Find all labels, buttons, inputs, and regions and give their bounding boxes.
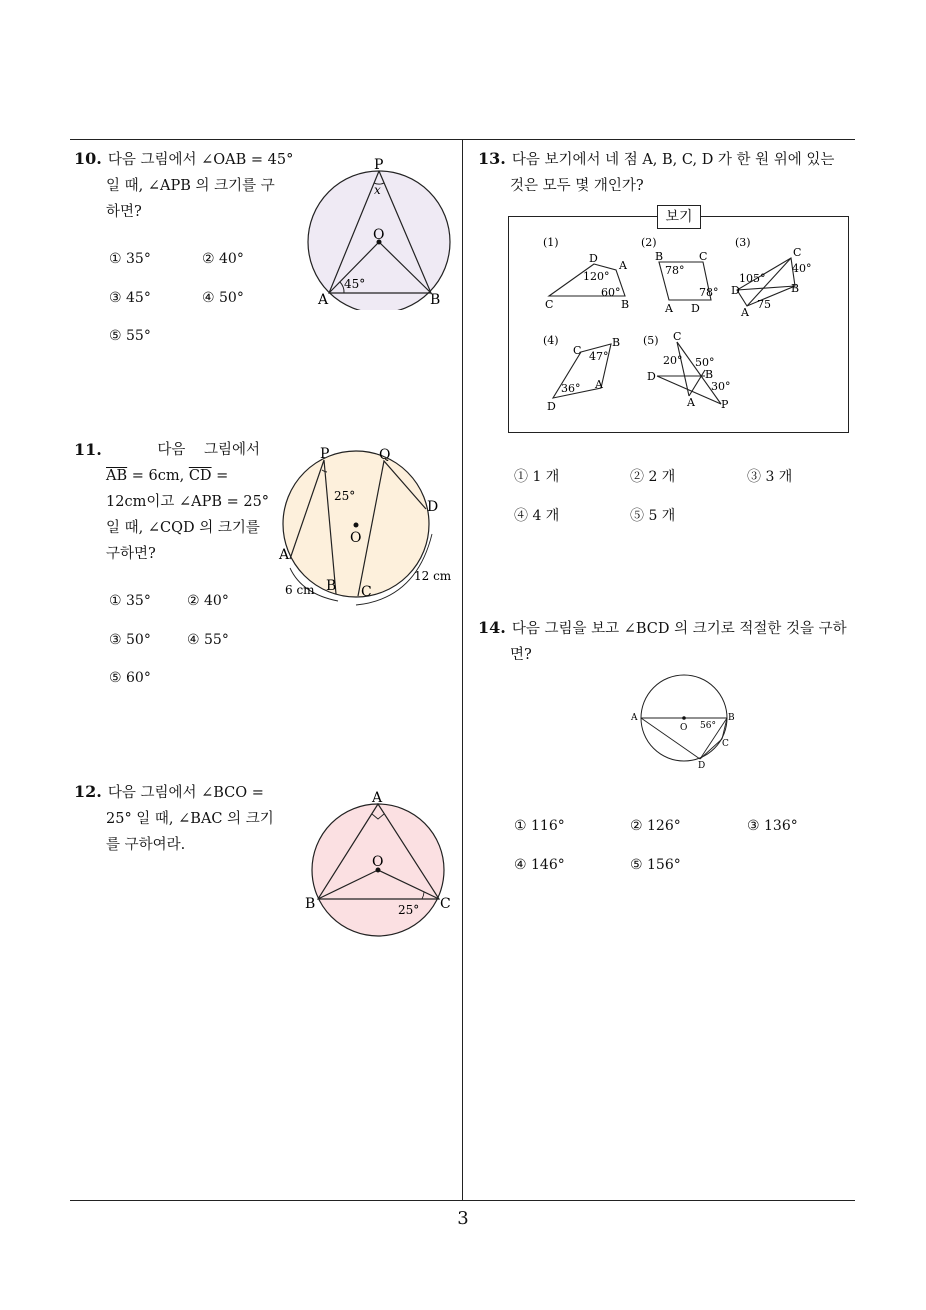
- label-x: x: [374, 183, 381, 197]
- angle-label: 75: [757, 298, 771, 311]
- vertex-label: B: [705, 368, 714, 381]
- question-text-line: 다음 그림에서: [157, 442, 260, 458]
- question-number: 10.: [74, 149, 102, 168]
- angle-label: 60°: [601, 286, 621, 299]
- angle-label: 78°: [665, 264, 685, 277]
- vertex-label: B: [655, 250, 664, 263]
- label-d: D: [427, 499, 439, 515]
- question-text-line: 다음 보기에서 네 점 A, B, C, D 가 한 원 위에 있는: [511, 152, 835, 168]
- vertex-label: A: [665, 302, 673, 315]
- vertex-label: C: [793, 246, 802, 259]
- choice-5[interactable]: ⑤ 156°: [630, 857, 681, 873]
- angle-label: 47°: [589, 350, 609, 363]
- choice-5[interactable]: ⑤ 55°: [109, 328, 151, 344]
- choice-2[interactable]: ② 40°: [187, 593, 229, 609]
- question-text-line: 다음 그림을 보고 ∠BCD 의 크기로 적절한 것을 구하: [511, 621, 847, 637]
- vertex-label: D: [731, 284, 740, 297]
- choice-3[interactable]: ③ 50°: [109, 632, 151, 648]
- label-b: B: [326, 578, 337, 594]
- figure-q11-circle: [276, 444, 458, 614]
- question-text-line: 것은 모두 몇 개인가?: [510, 178, 644, 194]
- label-a: A: [318, 292, 329, 308]
- vertex-label: A: [687, 396, 695, 409]
- question-text-line: 구하면?: [106, 546, 156, 562]
- label-p: P: [374, 157, 384, 173]
- item-label: (3): [735, 236, 751, 249]
- choice-1[interactable]: ① 35°: [109, 593, 151, 609]
- vertex-label: C: [673, 330, 682, 343]
- choice-4[interactable]: ④ 146°: [514, 857, 565, 873]
- question-number: 12.: [74, 782, 102, 801]
- choice-2[interactable]: ② 2 개: [630, 469, 676, 485]
- bottom-rule: [70, 1200, 855, 1201]
- vertex-label: A: [619, 259, 627, 272]
- question-text-line: 다음 그림에서 ∠OAB = 45°: [107, 152, 294, 168]
- vertex-label: D: [691, 302, 700, 315]
- label-angle: 25°: [334, 489, 356, 503]
- angle-label: 78°: [699, 286, 719, 299]
- label-c: C: [440, 896, 451, 912]
- example-box-title: 보기: [657, 205, 701, 229]
- item-label: (5): [643, 334, 659, 347]
- question-text-line: 일 때, ∠APB 의 크기를 구: [106, 178, 275, 194]
- label-angle: 56°: [700, 721, 716, 731]
- question-text-line: 12cm이고 ∠APB = 25°: [106, 494, 270, 510]
- question-number: 14.: [478, 618, 506, 637]
- label-o: O: [372, 854, 384, 870]
- question-text-line: 를 구하여라.: [106, 837, 186, 853]
- angle-label: 40°: [792, 262, 812, 275]
- label-angle: 25°: [398, 903, 420, 917]
- angle-label: 36°: [561, 382, 581, 395]
- label-ab-length: 6 cm: [285, 583, 315, 597]
- choice-4[interactable]: ④ 55°: [187, 632, 229, 648]
- choice-5[interactable]: ⑤ 60°: [109, 670, 151, 686]
- label-angle: 45°: [344, 277, 366, 291]
- label-cd-length: 12 cm: [414, 569, 452, 583]
- column-divider: [462, 139, 463, 1201]
- choice-1[interactable]: ① 1 개: [514, 469, 560, 485]
- angle-label: 30°: [711, 380, 731, 393]
- question-number: 11.: [74, 440, 102, 459]
- label-o: O: [680, 723, 688, 733]
- choice-1[interactable]: ① 116°: [514, 818, 565, 834]
- label-b: B: [728, 713, 735, 723]
- label-o: O: [350, 530, 362, 546]
- choice-3[interactable]: ③ 3 개: [747, 469, 793, 485]
- vertex-label: D: [647, 370, 656, 383]
- question-text-line: 면?: [510, 647, 532, 663]
- choice-4[interactable]: ④ 50°: [202, 290, 244, 306]
- question-12: [74, 779, 294, 858]
- figure-q13-examples: [509, 230, 847, 430]
- vertex-label: A: [595, 378, 603, 391]
- label-b: B: [305, 896, 316, 912]
- angle-label: 50°: [695, 356, 715, 369]
- question-number: 13.: [478, 149, 506, 168]
- item-label: (2): [641, 236, 657, 249]
- label-a: A: [279, 547, 290, 563]
- question-text-line: 다음 그림에서 ∠BCO =: [107, 785, 264, 801]
- figure-q10-circle: [300, 150, 460, 310]
- segment-ab: $\overline{AB}$: [106, 468, 128, 484]
- choice-4[interactable]: ④ 4 개: [514, 508, 560, 524]
- vertex-label: C: [573, 344, 582, 357]
- vertex-label: B: [612, 336, 621, 349]
- item-label: (1): [543, 236, 559, 249]
- question-14: [478, 615, 868, 668]
- page-number: 3: [457, 1208, 469, 1229]
- vertex-label: D: [589, 252, 598, 265]
- vertex-label: A: [741, 306, 749, 319]
- label-a: A: [631, 713, 638, 723]
- choice-2[interactable]: ② 40°: [202, 251, 244, 267]
- item-label: (4): [543, 334, 559, 347]
- label-a: A: [372, 790, 383, 806]
- choice-3[interactable]: ③ 45°: [109, 290, 151, 306]
- label-c: C: [361, 584, 372, 600]
- label-q: Q: [379, 447, 391, 463]
- angle-label: 20°: [663, 354, 683, 367]
- vertex-label: B: [621, 298, 630, 311]
- vertex-label: D: [547, 400, 556, 413]
- angle-label: 105°: [739, 272, 766, 285]
- choice-1[interactable]: ① 35°: [109, 251, 151, 267]
- vertex-label: P: [721, 398, 729, 411]
- label-o: O: [373, 227, 385, 243]
- question-text-line: 25° 일 때, ∠BAC 의 크기: [106, 811, 274, 827]
- choice-5[interactable]: ⑤ 5 개: [630, 508, 676, 524]
- question-11: 11. 다음 그림에서 $\overline{AB} = 6cm$, $\overline{CD}$ = 12cm이고 ∠APB = 25° 일 때, ∠CQD 의 크기를 구하면?: [74, 437, 294, 567]
- figure-q14-circle: [626, 672, 746, 772]
- vertex-label: C: [699, 250, 708, 263]
- question-13: [478, 146, 868, 199]
- label-p: P: [320, 446, 330, 462]
- vertex-label: C: [545, 298, 554, 311]
- vertex-label: B: [791, 282, 800, 295]
- label-b: B: [430, 292, 441, 308]
- choice-2[interactable]: ② 126°: [630, 818, 681, 834]
- segment-cd: $\overline{CD}$: [188, 468, 212, 484]
- figure-q12-circle: [300, 786, 460, 944]
- label-d: D: [698, 761, 706, 771]
- label-c: C: [722, 739, 729, 749]
- question-10: [74, 146, 304, 225]
- question-text-line: 일 때, ∠CQD 의 크기를: [106, 520, 260, 536]
- angle-label: 120°: [583, 270, 610, 283]
- question-text-line: 하면?: [106, 204, 142, 220]
- choice-3[interactable]: ③ 136°: [747, 818, 798, 834]
